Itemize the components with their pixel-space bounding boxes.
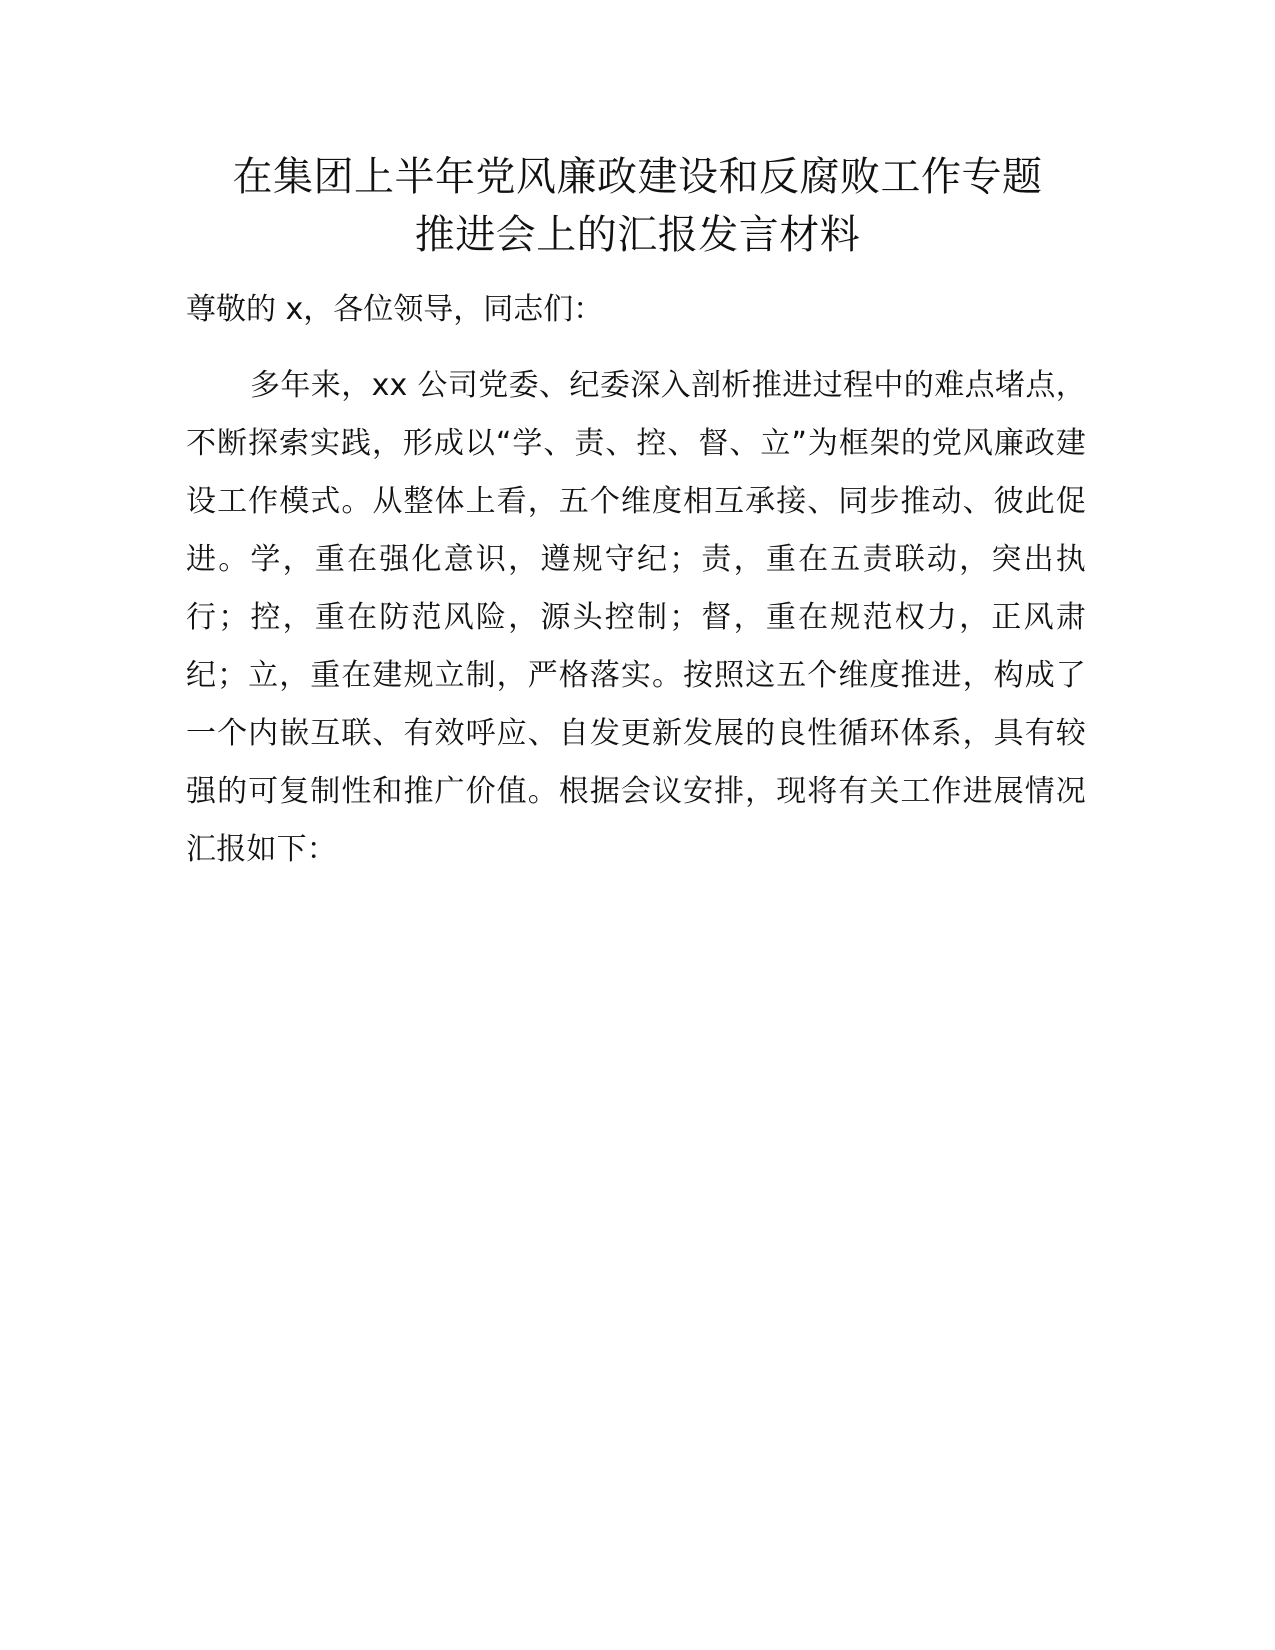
title-line-2: 推进会上的汇报发言材料: [414, 212, 861, 258]
title-line-1: 在集团上半年党风廉政建设和反腐败工作专题: [232, 154, 1043, 200]
body-paragraph: 多年来，xx 公司党委、纪委深入剖析推进过程中的难点堵点，不断探索实践，形成以“学、责、控、督、立”为框架的党风廉政建设工作模式。从整体上看，五个维度相互承接、同步推动、彼此促进。学，重在强化意识，遵规守纪；责，重在五责联动，突出执行；控，重在防范风险，源头控制；督，重在规范权力，正风肃纪；立，重在建规立制，严格落实。按照这五个维度推进，构成了一个内嵌互联、有效呼应、自发更新发展的良性循环体系，具有较强的可复制性和推广价值。根据会议安排，现将有关工作进展情况汇报如下：: [186, 368, 1086, 867]
salutation: 尊敬的 x，各位领导，同志们：: [186, 292, 604, 327]
document-title: [180, 148, 1095, 264]
